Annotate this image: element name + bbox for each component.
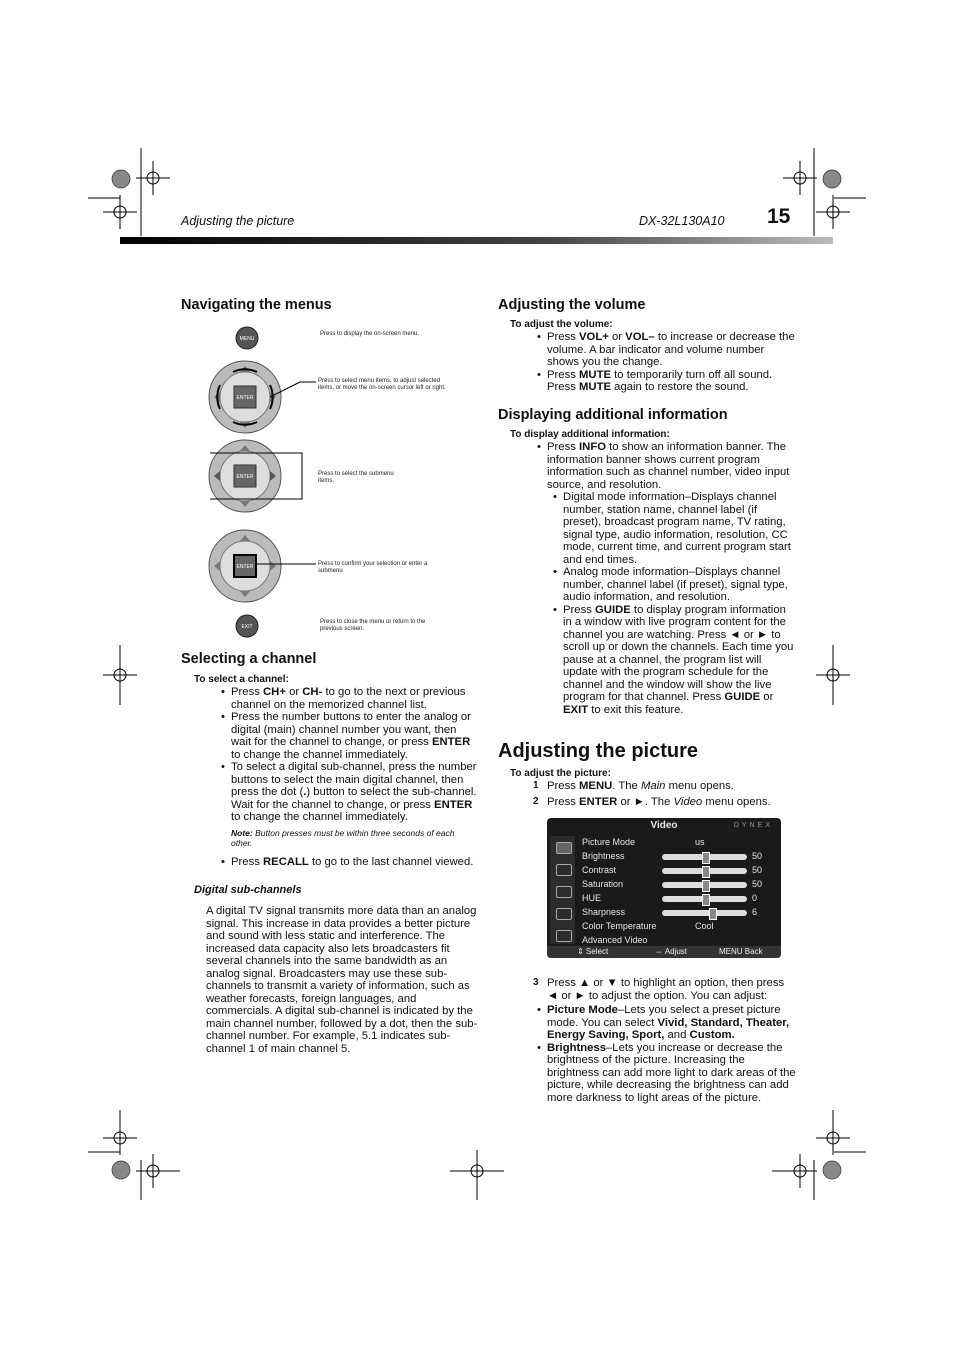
list-item: • To select a digital sub-channel, press the number buttons to select the main digital channel, then press the dot (.) button to select the sub-channel. Wait for the channel to change, or press ENTER to change the channel immediately. — [215, 761, 477, 824]
slider-knob — [702, 880, 710, 892]
video-menu-row-label: HUE — [582, 893, 602, 903]
usb-menu-icon — [556, 930, 572, 942]
video-menu-slider — [662, 868, 747, 874]
video-menu-row-label: Sharpness — [582, 907, 626, 917]
video-menu-row-value: 50 — [752, 865, 763, 875]
video-menu-row-value: 50 — [752, 879, 763, 889]
footer-select-hint: ⇕ Select — [577, 947, 609, 956]
heading-navigating-menus: Navigating the menus — [181, 297, 332, 313]
list-item: 2 Press ENTER or ►. The Video menu opens. — [533, 795, 771, 808]
digital-subchannels-text: A digital TV signal transmits more data than an analog signal. This increase in data provides a better picture and sound with less static and interference. The increased data capacity also lets broadcasters fit several channels into the same bandwidth as an analog signal. Broadcasters may use these sub-channels to transmit a variety of information, such as weather forecasts, foreign languages, and commercials. A digital sub-channel is indicated by the main channel number, followed by a dot, then the sub-channel number. For example, 5.1 indicates sub-channel 1 of main channel 5. — [206, 905, 478, 1055]
picture-steps-1-2 — [533, 780, 795, 811]
svg-text:EXIT: EXIT — [241, 624, 253, 630]
menu-button-illustration — [236, 327, 258, 349]
exit-button-illustration — [236, 615, 258, 637]
slider-knob — [702, 866, 710, 878]
header-rule — [120, 237, 833, 244]
brand-logo: DYNEX — [733, 822, 773, 829]
subheading-adjust-picture: To adjust the picture: — [510, 768, 611, 779]
subheading-adjust-volume: To adjust the volume: — [510, 319, 613, 330]
submenu-buttons-description: Press to select the submenu items. — [318, 471, 394, 484]
settings-menu-icon — [556, 908, 572, 920]
list-item: • Press CH+ or CH- to go to the next or previous channel on the memorized channel list. — [215, 686, 477, 711]
menu-button-description: Press to display the on-screen menu. — [320, 331, 420, 337]
footer-back-hint: MENU Back — [719, 947, 763, 956]
footer-adjust-hint: ⇔ Adjust — [655, 947, 688, 956]
menu-footer — [547, 946, 781, 958]
video-menu-row-label: Advanced Video — [582, 935, 648, 945]
list-item: • Press the number buttons to enter the analog or digital (main) channel number you want, then wait for the channel to change, or press ENTER to change the channel immediately. — [215, 711, 477, 761]
channels-menu-icon — [556, 886, 572, 898]
picture-options — [531, 1004, 796, 1104]
list-item: • Picture Mode–Lets you select a preset picture mode. You can select Vivid, Standard, Theater, Energy Saving, Sport, and Custom. — [531, 1004, 796, 1042]
picture-step-3 — [533, 977, 795, 1005]
video-menu-row-value: us — [695, 837, 705, 847]
svg-text:MENU: MENU — [239, 336, 255, 342]
video-menu-row-value: Cool — [695, 921, 714, 931]
video-menu-row-label: Color Temperature — [582, 921, 657, 931]
slider-knob — [702, 894, 710, 906]
list-item: • Digital mode information–Displays channel number, station name, channel label (if preset), broadcast program name, TV rating, signal type, audio information, resolution, CC mode, current time, and current program start and end times. — [547, 491, 796, 566]
note: Note: Button presses must be within three seconds of each other. — [231, 827, 455, 848]
slider-knob — [702, 852, 710, 864]
svg-text:ENTER: ENTER — [236, 564, 254, 570]
heading-selecting-channel: Selecting a channel — [181, 651, 317, 667]
video-menu-row-label: Brightness — [582, 851, 625, 861]
page-number: 15 — [767, 205, 791, 228]
arrow-buttons-description: Press to select menu items, to adjust selected items, or move the on-screen cursor left or right. — [318, 378, 446, 391]
heading-adjusting-volume: Adjusting the volume — [498, 297, 646, 313]
video-menu-slider — [662, 854, 747, 860]
video-menu-screenshot — [547, 818, 781, 958]
slider-knob — [709, 908, 717, 920]
video-menu-slider — [662, 910, 747, 916]
list-item: • Analog mode information–Displays channel number, channel label (if preset), signal type, audio information, and resolution. — [547, 566, 796, 604]
list-item: 1 Press MENU. The Main menu opens. — [533, 780, 734, 792]
picture-menu-icon — [556, 842, 572, 854]
svg-text:ENTER: ENTER — [236, 395, 254, 401]
list-item: • Brightness–Lets you increase or decrease the brightness of the picture. Increasing the brightness can add more light to dark areas of the picture, while decreasing the brightness can add more darkness to light areas of the picture. — [531, 1042, 796, 1105]
video-menu-row-label: Picture Mode — [582, 837, 636, 847]
video-menu-slider — [662, 896, 747, 902]
video-menu-title: Video — [650, 820, 678, 831]
video-menu-slider — [662, 882, 747, 888]
subheading-select-channel: To select a channel: — [194, 674, 289, 685]
info-instructions — [531, 441, 796, 716]
list-item: 3 Press ▲ or ▼ to highlight an option, then press ◄ or ► to adjust the option. You can adjust: — [533, 977, 785, 1002]
subheading-digital-subchannels: Digital sub-channels — [194, 884, 302, 896]
list-item: • Press VOL+ or VOL– to increase or decrease the volume. A bar indicator and volume number shows you the change. — [531, 331, 796, 369]
header-section-title: Adjusting the picture — [181, 214, 295, 228]
channel-instructions — [215, 686, 477, 868]
list-item: • Press INFO to show an information banner. The information banner shows current program information such as channel number, video input source, and resolution. — [531, 441, 796, 491]
heading-additional-info: Displaying additional information — [498, 407, 728, 423]
audio-menu-icon — [556, 864, 572, 876]
list-item: • Press RECALL to go to the last channel viewed. — [215, 856, 477, 869]
list-item: • Press MUTE to temporarily turn off all sound. Press MUTE again to restore the sound. — [531, 369, 796, 394]
subheading-display-info: To display additional information: — [510, 429, 670, 440]
menu-side-icons — [550, 836, 575, 944]
video-menu-row-value: 50 — [752, 851, 763, 861]
enter-button-description: Press to confirm your selection or enter a submenu — [318, 561, 428, 574]
list-item: • Press GUIDE to display program information in a window with live program content for the channel you are watching. Press ◄ or ► to scroll up or down the channels. Each time you pause at a channel, the program list will update with the program schedule for the channel and the window will show the live program for that channel. Press GUIDE or EXIT to exit this feature. — [547, 604, 796, 717]
video-menu-row-value: 0 — [752, 893, 758, 903]
video-menu-row-value: 6 — [752, 907, 758, 917]
volume-instructions — [531, 331, 796, 394]
video-menu-row-label: Saturation — [582, 879, 624, 889]
dpad-illustration-3 — [209, 530, 281, 602]
heading-adjusting-picture: Adjusting the picture — [498, 740, 698, 762]
exit-button-description: Press to close the menu or return to the previous screen. — [320, 619, 426, 632]
dpad-illustration-2 — [209, 440, 281, 512]
video-menu-row-label: Contrast — [582, 865, 617, 875]
header-model-number: DX-32L130A10 — [639, 214, 725, 228]
svg-text:ENTER: ENTER — [236, 474, 254, 480]
